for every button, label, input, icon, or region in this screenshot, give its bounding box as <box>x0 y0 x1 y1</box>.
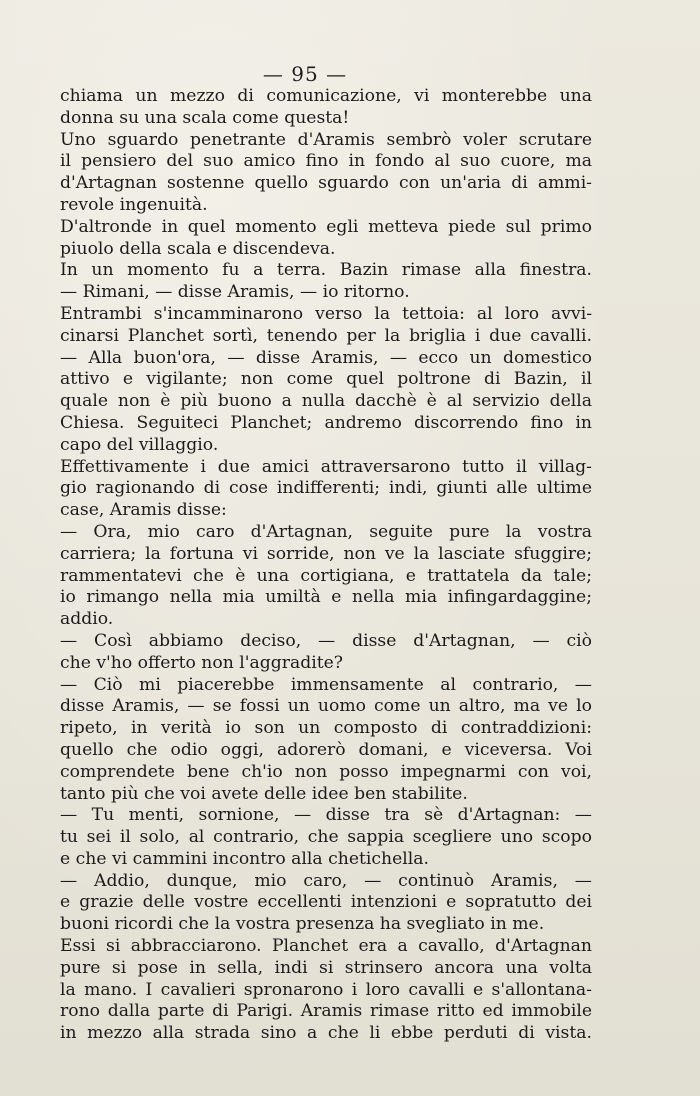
text-line: ripeto, in verità io son un composto di contraddizioni: <box>60 718 592 739</box>
text-line: addio. <box>60 609 114 630</box>
text-line: In un momento fu a terra. Bazin rimase alla finestra. <box>60 260 592 281</box>
text-line: che v'ho offerto non l'aggradite? <box>60 652 343 673</box>
text-line: quello che odio oggi, adorerò domani, e viceversa. Voi <box>60 739 592 760</box>
text-line: il pensiero del suo amico fino in fondo al suo cuore, ma <box>60 151 592 172</box>
text-line: comprendete bene ch'io non posso impegnarmi con voi, <box>60 761 592 782</box>
text-line: io rimango nella mia umiltà e nella mia infingardaggine; <box>60 587 592 608</box>
text-line: Chiesa. Seguiteci Planchet; andremo discorrendo fino in <box>60 412 592 433</box>
text-line: donna su una scala come questa! <box>60 107 350 128</box>
text-line: Uno sguardo penetrante d'Aramis sembrò voler scrutare <box>60 129 592 150</box>
text-line: Essi si abbracciarono. Planchet era a cavallo, d'Artagnan <box>60 936 592 957</box>
text-line: — Rimani, — disse Aramis, — io ritorno. <box>60 282 410 303</box>
text-line: buoni ricordi che la vostra presenza ha svegliato in me. <box>60 914 545 935</box>
text-line: attivo e vigilante; non come quel poltrone di Bazin, il <box>60 369 592 390</box>
text-line: chiama un mezzo di comunicazione, vi monterebbe una <box>60 86 592 106</box>
text-line: capo del villaggio. <box>60 434 219 455</box>
text-line: tu sei il solo, al contrario, che sappia scegliere uno scopo <box>60 827 592 848</box>
text-line: pure si pose in sella, indi si strinsero ancora una volta <box>60 957 592 978</box>
text-line: — Alla buon'ora, — disse Aramis, — ecco un domestico <box>60 347 592 368</box>
text-line: e grazie delle vostre eccellenti intenzioni e sopratutto dei <box>60 892 592 913</box>
text-line: — Tu menti, sornione, — disse tra sè d'Artagnan: — <box>60 805 592 826</box>
text-line: case, Aramis disse: <box>60 500 227 521</box>
text-line: rono dalla parte di Parigi. Aramis rimase ritto ed immobile <box>60 1001 592 1022</box>
text-line: la mano. I cavalieri spronarono i loro cavalli e s'allontana- <box>60 979 592 1000</box>
text-line: e che vi cammini incontro alla chetichella. <box>60 848 429 869</box>
text-line: carriera; la fortuna vi sorride, non ve la lasciate sfuggire; <box>60 543 592 564</box>
text-line: disse Aramis, — se fossi un uomo come un altro, ma ve lo <box>60 696 592 717</box>
page-number: — 95 — <box>262 62 348 86</box>
text-line: Entrambi s'incamminarono verso la tettoia: al loro avvi- <box>60 303 592 324</box>
text-line: piuolo della scala e discendeva. <box>60 238 336 259</box>
text-line: — Addio, dunque, mio caro, — continuò Aramis, — <box>60 870 592 891</box>
text-line: gio ragionando di cose indifferenti; indi, giunti alle ultime <box>60 478 592 499</box>
text-line: — Così abbiamo deciso, — disse d'Artagnan, — ciò <box>60 630 592 651</box>
text-line: — Ora, mio caro d'Artagnan, seguite pure la vostra <box>60 521 592 542</box>
text-line: quale non è più buono a nulla dacchè è al servizio della <box>60 391 592 412</box>
text-line: rammentatevi che è una cortigiana, e trattatela da tale; <box>60 565 592 586</box>
text-line: — Ciò mi piacerebbe immensamente al contrario, — <box>60 674 592 695</box>
text-line: revole ingenuità. <box>60 194 208 215</box>
body-text <box>60 86 592 1045</box>
text-line: d'Artagnan sostenne quello sguardo con un'aria di ammi- <box>60 173 592 194</box>
text-line: D'altronde in quel momento egli metteva piede sul primo <box>60 216 592 237</box>
text-line: cinarsi Planchet sortì, tenendo per la briglia i due cavalli. <box>60 325 592 346</box>
text-line: in mezzo alla strada sino a che li ebbe perduti di vista. <box>60 1023 592 1044</box>
text-line: Effettivamente i due amici attraversarono tutto il villag- <box>60 456 592 477</box>
text-line: tanto più che voi avete delle idee ben stabilite. <box>60 783 468 804</box>
